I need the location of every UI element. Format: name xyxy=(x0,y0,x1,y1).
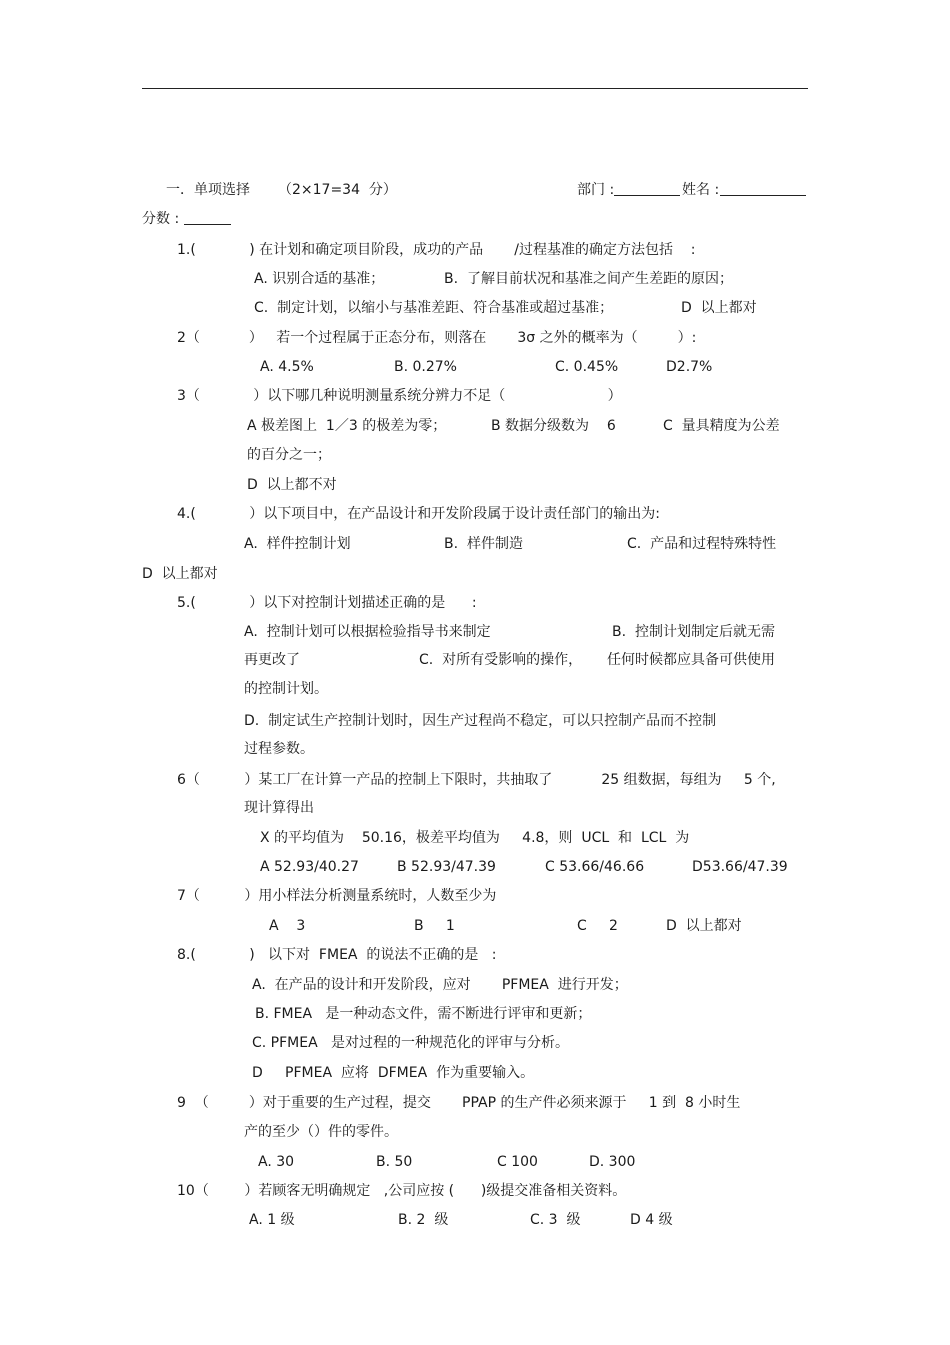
q7-option-b: B 1 xyxy=(414,918,455,934)
dept-field[interactable] xyxy=(614,181,680,201)
question-6: 6（ ）某工厂在计算一产品的控制上下限时，共抽取了 25 组数据，每组为 5 个, xyxy=(177,772,776,788)
q8-option-c: C. PFMEA 是对过程的一种规范化的评审与分析。 xyxy=(252,1035,570,1051)
q3-option-b: B 数据分级数为 6 xyxy=(491,418,616,434)
q5-option-c-mid: 任何时候都应具备可供使用 xyxy=(607,652,775,668)
question-7: 7（ ）用小样法分析测量系统时，人数至少为 xyxy=(177,888,497,904)
q6-option-b: B 52.93/47.39 xyxy=(397,859,496,875)
q6-option-d: D53.66/47.39 xyxy=(692,859,788,875)
question-8: 8.( ) 以下对 FMEA 的说法不正确的是 : xyxy=(177,947,497,963)
q10-option-b: B. 2 级 xyxy=(398,1212,449,1228)
question-9: 9 （ ）对于重要的生产过程，提交 PPAP 的生产件必须来源于 1 到 8 小时生 xyxy=(177,1095,741,1111)
q3-option-a: A 极差图上 1／3 的极差为零； xyxy=(247,418,447,434)
q5-option-d: D. 制定试生产控制计划时，因生产过程尚不稳定，可以只控制产品而不控制 xyxy=(244,713,717,729)
name-label: 姓名 : xyxy=(682,182,720,198)
q5-option-a: A. 控制计划可以根据检验指导书来制定 xyxy=(244,624,491,640)
q7-option-a: A 3 xyxy=(269,918,306,934)
q10-option-d: D 4 级 xyxy=(630,1212,673,1228)
q9-option-b: B. 50 xyxy=(376,1154,413,1170)
q6-option-c: C 53.66/46.66 xyxy=(545,859,645,875)
q6-text-detail: X 的平均值为 50.16，极差平均值为 4.8，则 UCL 和 LCL 为 xyxy=(260,830,690,846)
question-1: 1.( ) 在计划和确定项目阶段，成功的产品 /过程基准的确定方法包括 : xyxy=(177,242,696,258)
q5-option-c: C. 对所有受影响的操作， xyxy=(419,652,583,668)
q3-option-c-cont: 的百分之一； xyxy=(247,447,331,463)
q6-option-a: A 52.93/40.27 xyxy=(260,859,359,875)
score-field[interactable] xyxy=(184,210,231,230)
question-10: 10（ ）若顾客无明确规定 ,公司应按 ( )级提交准备相关资料。 xyxy=(177,1183,627,1199)
q2-option-c: C. 0.45% xyxy=(555,359,619,375)
q1-option-d: D 以上都对 xyxy=(681,300,757,316)
q5-option-b: B. 控制计划制定后就无需 xyxy=(612,624,775,640)
name-field[interactable] xyxy=(720,181,806,201)
q1-option-a: A. 识别合适的基准； xyxy=(254,271,385,287)
q6-text-cont: 现计算得出 xyxy=(244,800,314,816)
q4-option-d: D 以上都对 xyxy=(142,566,218,582)
score-label: 分数 : xyxy=(142,211,180,227)
q8-option-b: B. FMEA 是一种动态文件，需不断进行评审和更新； xyxy=(255,1006,592,1022)
q1-option-b: B. 了解目前状况和基准之间产生差距的原因； xyxy=(444,271,733,287)
question-4: 4.( ）以下项目中，在产品设计和开发阶段属于设计责任部门的输出为: xyxy=(177,506,660,522)
q9-option-c: C 100 xyxy=(497,1154,538,1170)
question-2: 2（ ） 若一个过程属于正态分布，则落在 3σ 之外的概率为（ ）: xyxy=(177,330,697,346)
q2-option-b: B. 0.27% xyxy=(394,359,457,375)
q3-option-c: C 量具精度为公差 xyxy=(663,418,780,434)
q5-option-c-cont: 的控制计划。 xyxy=(244,681,328,697)
q8-option-a: A. 在产品的设计和开发阶段，应对 PFMEA 进行开发； xyxy=(252,977,628,993)
section-title: 一．单项选择 xyxy=(166,182,250,198)
q7-option-c: C 2 xyxy=(577,918,618,934)
q1-option-c: C. 制定计划，以缩小与基准差距、符合基准或超过基准； xyxy=(254,300,614,316)
q10-option-c: C. 3 级 xyxy=(530,1212,581,1228)
q2-option-a: A. 4.5% xyxy=(260,359,314,375)
header-rule xyxy=(142,88,808,89)
q10-option-a: A. 1 级 xyxy=(249,1212,295,1228)
q4-option-c: C. 产品和过程特殊特性 xyxy=(627,536,777,552)
q9-text-cont: 产的至少（）件的零件。 xyxy=(244,1124,398,1140)
q9-option-a: A. 30 xyxy=(258,1154,295,1170)
q4-option-a: A. 样件控制计划 xyxy=(244,536,351,552)
score-note: （2×17=34 分） xyxy=(278,182,397,198)
q2-option-d: D2.7% xyxy=(666,359,713,375)
question-3: 3（ ）以下哪几种说明测量系统分辨力不足（ ） xyxy=(177,388,622,404)
q5-option-d-cont: 过程参数。 xyxy=(244,741,314,757)
q8-option-d: D PFMEA 应将 DFMEA 作为重要输入。 xyxy=(252,1065,535,1081)
q9-option-d: D. 300 xyxy=(589,1154,636,1170)
dept-label: 部门 : xyxy=(577,182,615,198)
q3-option-d: D 以上都不对 xyxy=(247,477,337,493)
q7-option-d: D 以上都对 xyxy=(666,918,742,934)
q4-option-b: B. 样件制造 xyxy=(444,536,523,552)
q5-option-b-cont: 再更改了 xyxy=(244,652,300,668)
question-5: 5.( ）以下对控制计划描述正确的是 : xyxy=(177,595,477,611)
